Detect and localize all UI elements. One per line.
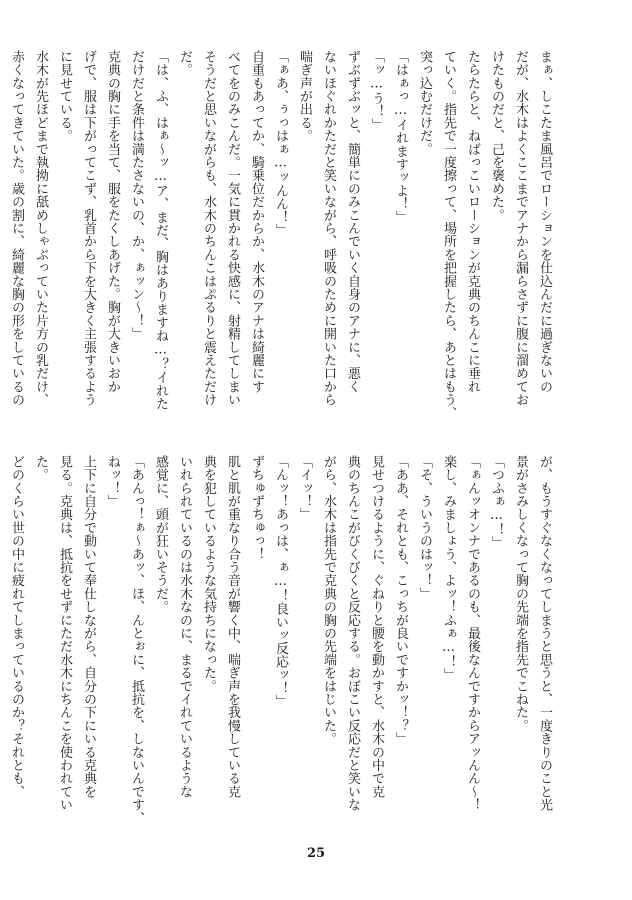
top-text-line: 水木が先ほどまで執拗に舐めしゃぶっていた片方の乳だけ、 <box>33 50 48 407</box>
top-text-line: に見せている。 <box>57 50 72 143</box>
top-text-line: 克典の胸に手を当て、服をたくしあげた。胸が大きいおか <box>105 50 120 394</box>
bottom-text-line: 景がさみしくなって胸の先端を指先でこねた。 <box>513 455 528 733</box>
top-text-line: ていく。指先で一度擦って、場所を把握したら、あとはもう、 <box>441 50 456 420</box>
bottom-text-line: 「つふぁ…！」 <box>489 455 504 550</box>
top-text-line: べてをのみこんだ。一気に貫かれる快感に、射精してしまい <box>225 50 240 407</box>
bottom-text-line: 見せつけるように、ぐねりと腰を動かすと、水木の中で克 <box>369 455 384 799</box>
bottom-text-line: 感覚に、頭が狂いそうだ。 <box>153 455 168 614</box>
top-text-line: まぁ、しこたま風呂でローションを仕込んだに過ぎないの <box>537 50 552 394</box>
bottom-text-line: ねッ！」 <box>105 455 120 508</box>
bottom-text-line: どのくらい世の中に疲れてしまっているのか？それとも、 <box>9 455 24 799</box>
bottom-text-line: 見る。克典は、抵抗をせずにただ水木にちんこを使われてい <box>57 455 72 812</box>
bottom-text-line: 上下に自分で動いて奉仕しながら、自分の下にいる克典を <box>81 455 96 799</box>
page-number: 25 <box>306 846 326 861</box>
bottom-text-line: 「イッ！」 <box>297 455 312 521</box>
text-block-top <box>9 50 556 420</box>
text-block-bottom <box>9 455 556 825</box>
top-text-line: ないほぐれかただと笑いながら、呼吸のために開いた口から <box>321 50 336 407</box>
top-text-line: そうだと思いながらも、水木のちんこはぷるりと震えただけ <box>201 50 216 407</box>
bottom-text-line: 肌と肌が重なり合う音が響く中、喘ぎ声を我慢している克 <box>225 455 240 799</box>
bottom-text-line: 「そ、ういうのはッ！」 <box>417 455 432 601</box>
top-text-line: 赤くなってきていた。歳の割に、綺麗な胸の形をしているの <box>9 50 24 407</box>
top-text-line: 「は、ふ、はぁ〜ッ…ア、まだ、胸はありますね…？イれた <box>153 50 168 411</box>
bottom-text-line: が、もうすぐなくなってしまうと思うと、一度きりのこと光 <box>537 455 552 812</box>
top-text-line: げで、服は下がってこず、乳首から下を大きく主張するよう <box>81 50 96 407</box>
top-text-line: 喘ぎ声が出る。 <box>297 50 312 143</box>
bottom-text-line: 「ああ、それとも、こっちが良いですかッ！？」 <box>393 455 408 746</box>
top-text-line: だ。 <box>177 50 192 77</box>
top-text-line: 「ぁあ、ぅっはぁ…ッんん！」 <box>273 50 288 237</box>
top-text-line: 「はぁっ…イれますッよ！」 <box>393 50 408 224</box>
bottom-text-line: 典を犯しているような気持ちになった。 <box>201 455 216 693</box>
bottom-text-line: た。 <box>33 455 48 482</box>
bottom-text-line: ずちゅずちゅっ！ <box>249 455 264 561</box>
bottom-text-line: 典のちんこがびくびくと反応する。おぼこい反応だと笑いな <box>345 455 360 812</box>
top-text-line: 自重もあってか、騎乗位だからか、水木のアナは綺麗にす <box>249 50 264 394</box>
top-text-line: だけだと条件は満たさないの、か、ぁッン〜！」 <box>129 50 144 341</box>
top-text-line: ずぶずぶッと、簡単にのみこんでいく自身のアナに、悪く <box>345 50 360 394</box>
top-text-line: けたものだと、己を褒めた。 <box>489 50 504 222</box>
bottom-text-line: 楽し、みましょう、よッ！ふぁ…！」 <box>441 455 456 682</box>
bottom-text-line: 「んッ！あっは、ぁ…！良いッ反応ッ！」 <box>273 455 288 708</box>
bottom-text-line: 「あんっ！ぁ〜あッ、ほ、んとぉに、抵抗を、しないんです、 <box>129 455 144 825</box>
bottom-text-line: 「ぁんッオンナであるのも、最後なんですからアッんん〜！ <box>465 455 480 812</box>
bottom-text-line: いれられているのは水木なのに、まるでイれているような <box>177 455 192 799</box>
bottom-text-line: がら、水木は指先で克典の胸の先端をはじいた。 <box>321 455 336 746</box>
top-text-line: だが、水木はよくここまでアナから漏らさずに腹に溜めてお <box>513 50 528 407</box>
top-text-line: 突っ込むだけだ。 <box>417 50 432 156</box>
top-text-line: たらたらと、ねばっこいローションが克典のちんこに垂れ <box>465 50 480 394</box>
top-text-line: 「ッ…う！」 <box>369 50 384 132</box>
